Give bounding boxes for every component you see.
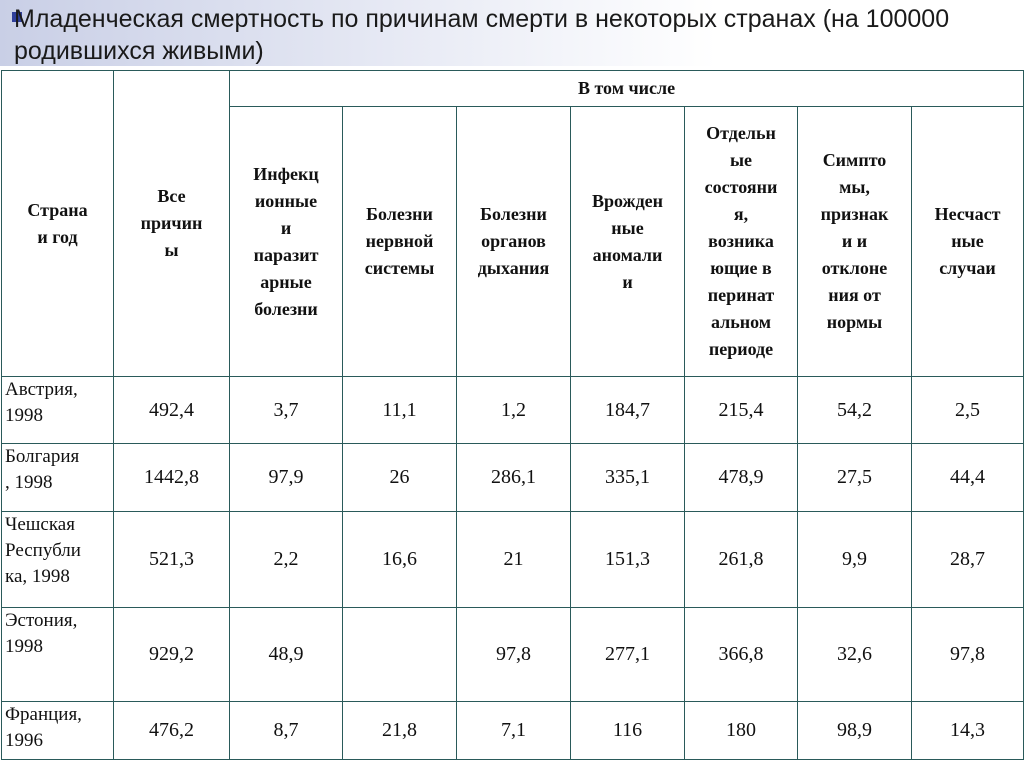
cell-value: 2,2 <box>230 512 343 608</box>
cell-country: Австрия, 1998 <box>2 377 114 444</box>
cell-value: 14,3 <box>912 702 1024 760</box>
header-infectious: Инфекц ионные и паразит арные болезни <box>230 107 343 377</box>
cell-all-causes: 476,2 <box>114 702 230 760</box>
cell-all-causes: 1442,8 <box>114 444 230 512</box>
cell-value: 32,6 <box>798 608 912 702</box>
header-perinatal: Отдельн ые состояни я, возника ющие в перинат альном периоде <box>685 107 798 377</box>
cell-country: Болгария , 1998 <box>2 444 114 512</box>
header-symptoms: Симпто мы, признак и и отклоне ния от нормы <box>798 107 912 377</box>
cell-value: 97,8 <box>457 608 571 702</box>
cell-value: 28,7 <box>912 512 1024 608</box>
cell-all-causes: 521,3 <box>114 512 230 608</box>
cell-value: 11,1 <box>343 377 457 444</box>
header-congenital: Врожден ные аномали и <box>571 107 685 377</box>
cell-value: 9,9 <box>798 512 912 608</box>
cell-value: 26 <box>343 444 457 512</box>
slide-title: Младенческая смертность по причинам смерти в некоторых странах (на 100000 родившихся живыми) <box>14 5 950 65</box>
cell-value: 366,8 <box>685 608 798 702</box>
mortality-table <box>1 70 1024 760</box>
table-row <box>2 377 1024 444</box>
cell-value: 261,8 <box>685 512 798 608</box>
table-row <box>2 512 1024 608</box>
cell-country: Чешская Республи ка, 1998 <box>2 512 114 608</box>
cell-value: 3,7 <box>230 377 343 444</box>
table-row <box>2 608 1024 702</box>
cell-value: 184,7 <box>571 377 685 444</box>
header-country-year: Страна и год <box>2 71 114 377</box>
cell-all-causes: 929,2 <box>114 608 230 702</box>
cell-country: Франция, 1996 <box>2 702 114 760</box>
cell-value: 98,9 <box>798 702 912 760</box>
cell-value: 1,2 <box>457 377 571 444</box>
cell-value: 54,2 <box>798 377 912 444</box>
cell-country: Эстония, 1998 <box>2 608 114 702</box>
cell-value: 27,5 <box>798 444 912 512</box>
cell-value: 335,1 <box>571 444 685 512</box>
cell-value: 7,1 <box>457 702 571 760</box>
cell-value: 116 <box>571 702 685 760</box>
cell-all-causes: 492,4 <box>114 377 230 444</box>
cell-value: 21 <box>457 512 571 608</box>
table-row <box>2 444 1024 512</box>
cell-value: 2,5 <box>912 377 1024 444</box>
header-accidents: Несчаст ные случаи <box>912 107 1024 377</box>
header-group-including: В том числе <box>230 71 1024 107</box>
cell-value: 21,8 <box>343 702 457 760</box>
cell-value: 97,8 <box>912 608 1024 702</box>
cell-value: 48,9 <box>230 608 343 702</box>
cell-value: 44,4 <box>912 444 1024 512</box>
cell-value: 478,9 <box>685 444 798 512</box>
cell-value: 180 <box>685 702 798 760</box>
header-all-causes: Все причин ы <box>114 71 230 377</box>
cell-value: 8,7 <box>230 702 343 760</box>
cell-value: 151,3 <box>571 512 685 608</box>
cell-value: 97,9 <box>230 444 343 512</box>
cell-value: 215,4 <box>685 377 798 444</box>
table-row <box>2 702 1024 760</box>
cell-value: 277,1 <box>571 608 685 702</box>
cell-value <box>343 608 457 702</box>
header-respiratory: Болезни органов дыхания <box>457 107 571 377</box>
cell-value: 16,6 <box>343 512 457 608</box>
header-nervous-system: Болезни нервной системы <box>343 107 457 377</box>
cell-value: 286,1 <box>457 444 571 512</box>
